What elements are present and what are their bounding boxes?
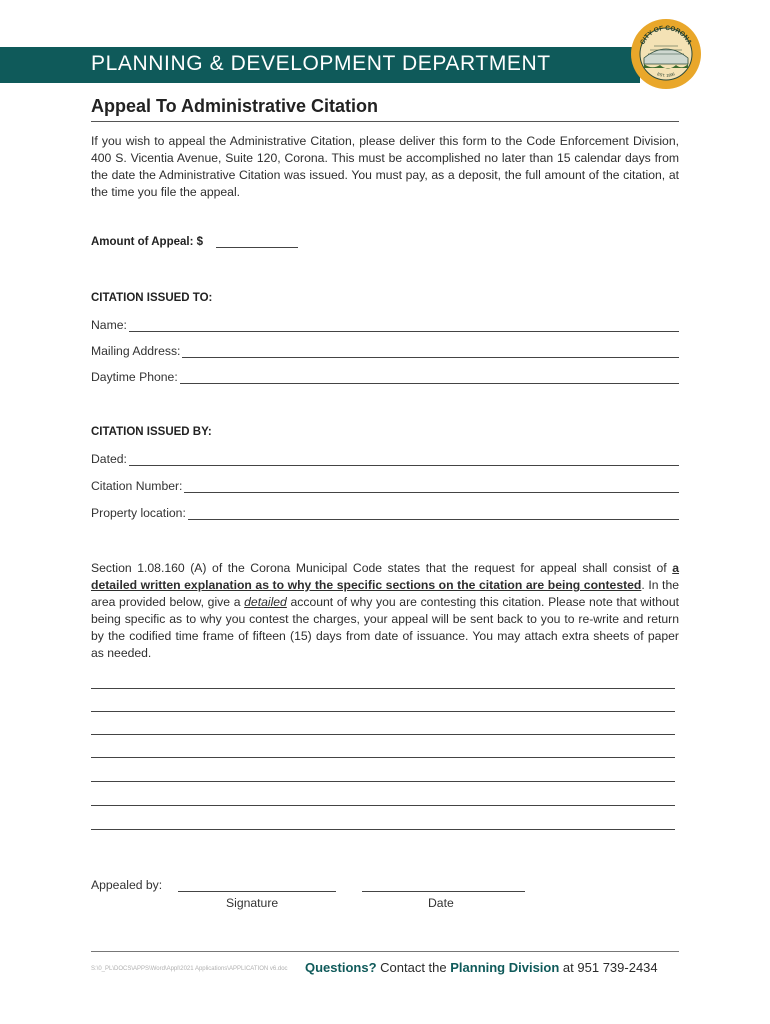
name-label: Name:: [91, 318, 127, 332]
citation-number-label: Citation Number:: [91, 479, 183, 493]
intro-paragraph: If you wish to appeal the Administrative Citation, please deliver this form to the Code Enforcement Division, 400 S. Vicentia Avenue, Suite 120, Corona. This must be accomplished no later than 15 calendar days from the date the Administrative Citation was issued. You must pay, as a deposit, the full amount of the citation, at the time you file the appeal.: [91, 134, 679, 199]
property-location-label: Property location:: [91, 506, 186, 520]
property-location-field[interactable]: [91, 506, 679, 520]
mailing-address-label: Mailing Address:: [91, 344, 181, 358]
explanation-line-2[interactable]: [91, 711, 675, 712]
date-caption: Date: [428, 896, 454, 910]
issued-by-heading: CITATION ISSUED BY:: [91, 426, 212, 438]
svg-text:EST. 1896: EST. 1896: [656, 71, 676, 78]
daytime-phone-field[interactable]: [91, 370, 679, 384]
department-banner: [0, 47, 640, 83]
planning-division-label: Planning Division: [450, 960, 560, 975]
daytime-phone-label: Daytime Phone:: [91, 370, 178, 384]
section-explanation-paragraph: Section 1.08.160 (A) of the Corona Municipal Code states that the request for appeal shall consist of a detailed written explanation as to why the specific sections on the citation are being contested. In the area provided below, give a detailed account of why you are contesting this citation. Please note that without being specific as to why you contest the charges, your appeal will be sent back to you to re-write and return by the codified time frame of fifteen (15) days from date of issuance. You may attach extra sheets of paper as needed.: [91, 561, 679, 660]
dated-label: Dated:: [91, 452, 127, 466]
issued-to-heading: CITATION ISSUED TO:: [91, 292, 213, 304]
explanation-line-1[interactable]: [91, 688, 675, 689]
amount-of-appeal-field[interactable]: [216, 247, 298, 248]
detailed-explanation-emphasis: a detailed written explanation as to why the specific sections on the citation are being contested: [91, 561, 679, 592]
svg-text:CITY OF CORONA: CITY OF CORONA: [639, 24, 693, 46]
appealed-by-label: Appealed by:: [91, 878, 163, 892]
date-field[interactable]: [362, 891, 525, 892]
detailed-emphasis: detailed: [244, 595, 287, 609]
name-field[interactable]: [91, 318, 679, 332]
explanation-line-4[interactable]: [91, 757, 675, 758]
citation-number-field[interactable]: [91, 479, 679, 493]
mailing-address-field[interactable]: [91, 344, 679, 358]
department-title: PLANNING & DEVELOPMENT DEPARTMENT: [91, 52, 551, 75]
signature-caption: Signature: [226, 896, 279, 910]
explanation-line-7[interactable]: [91, 829, 675, 830]
phone-number: 951 739-2434: [577, 960, 658, 975]
questions-label: Questions?: [305, 960, 377, 975]
city-seal-logo: [630, 18, 702, 90]
explanation-line-6[interactable]: [91, 805, 675, 806]
signature-field[interactable]: [178, 891, 336, 892]
title-divider: [91, 121, 679, 122]
footer-contact: Questions? Contact the Planning Division at 951 739-2434: [305, 960, 658, 975]
footer-divider: [91, 951, 679, 952]
form-title: Appeal To Administrative Citation: [91, 96, 379, 116]
amount-of-appeal-label: Amount of Appeal: $: [91, 236, 204, 248]
dated-field[interactable]: [91, 452, 679, 466]
explanation-line-5[interactable]: [91, 781, 675, 782]
footer-file-path: S:\0_PL\DOCS\APPS\Word\Appl\2021 Applications\APPLICATION v6.doc: [91, 966, 288, 972]
explanation-line-3[interactable]: [91, 734, 675, 735]
